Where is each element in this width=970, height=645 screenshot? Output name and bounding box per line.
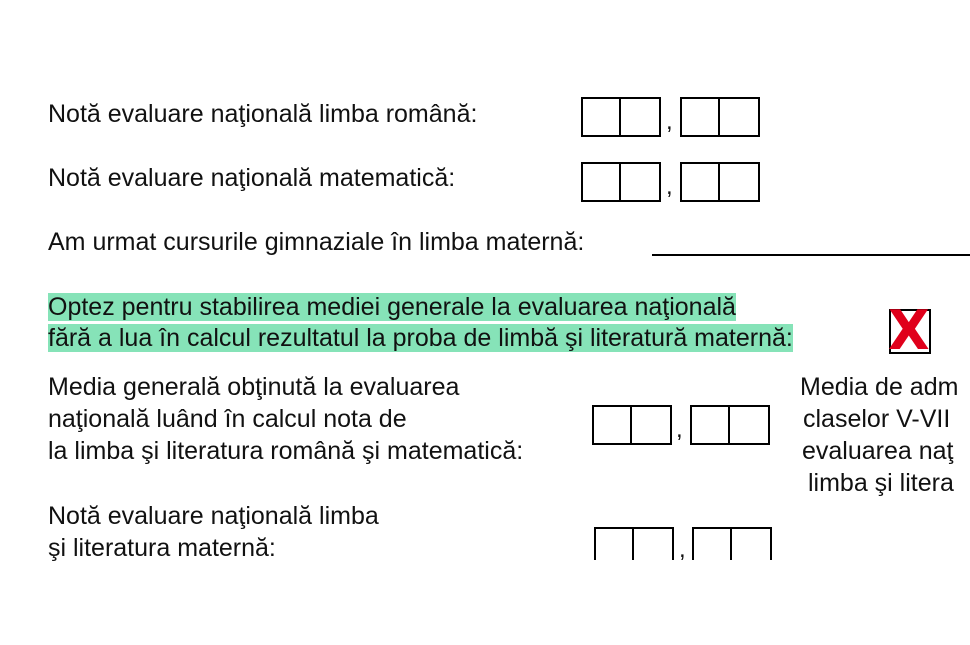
label-nota-romana: Notă evaluare naţională limba română: bbox=[48, 100, 478, 128]
optez-line-2: fără a lua în calcul rezultatul la proba de limbă şi literatură maternă: bbox=[48, 324, 793, 352]
nota-materna-integer-boxes[interactable] bbox=[594, 527, 674, 560]
nota-materna-line-1: Notă evaluare naţională limba bbox=[48, 502, 379, 530]
digit-box[interactable] bbox=[692, 527, 732, 560]
digit-box[interactable] bbox=[732, 527, 772, 560]
digit-box[interactable] bbox=[720, 97, 760, 137]
digit-box[interactable] bbox=[634, 527, 674, 560]
label-nota-matematica: Notă evaluare naţională matematică: bbox=[48, 164, 456, 192]
limba-materna-input-line[interactable] bbox=[652, 254, 970, 256]
decimal-comma: , bbox=[679, 536, 686, 563]
media-label-line-3: la limba şi literatura română şi matematică: bbox=[48, 437, 524, 465]
decimal-comma: , bbox=[666, 173, 673, 200]
media-admitere-line-3: evaluarea naţ bbox=[802, 437, 954, 465]
digit-box[interactable] bbox=[592, 405, 632, 445]
red-x-mark: X bbox=[888, 299, 930, 362]
grade-mate-decimal-boxes[interactable] bbox=[680, 162, 760, 202]
decimal-comma: , bbox=[676, 416, 683, 443]
grade-romana-decimal-boxes[interactable] bbox=[680, 97, 760, 137]
digit-box[interactable] bbox=[581, 162, 621, 202]
digit-box[interactable] bbox=[581, 97, 621, 137]
decimal-comma: , bbox=[666, 108, 673, 135]
media-decimal-boxes[interactable] bbox=[690, 405, 770, 445]
media-label-line-1: Media generală obţinută la evaluarea bbox=[48, 373, 460, 401]
digit-box[interactable] bbox=[594, 527, 634, 560]
media-label-line-2: naţională luând în calcul nota de bbox=[48, 405, 407, 433]
media-integer-boxes[interactable] bbox=[592, 405, 672, 445]
media-admitere-line-4: limba şi litera bbox=[808, 469, 954, 497]
digit-box[interactable] bbox=[632, 405, 672, 445]
media-admitere-line-1: Media de adm bbox=[800, 373, 959, 401]
media-admitere-line-2: claselor V-VII bbox=[803, 405, 951, 433]
digit-box[interactable] bbox=[730, 405, 770, 445]
digit-box[interactable] bbox=[680, 97, 720, 137]
optez-line-1: Optez pentru stabilirea mediei generale la evaluarea naţională bbox=[48, 293, 736, 321]
digit-box[interactable] bbox=[680, 162, 720, 202]
digit-box[interactable] bbox=[720, 162, 760, 202]
nota-materna-decimal-boxes[interactable] bbox=[692, 527, 772, 560]
grade-romana-integer-boxes[interactable] bbox=[581, 97, 661, 137]
digit-box[interactable] bbox=[690, 405, 730, 445]
grade-mate-integer-boxes[interactable] bbox=[581, 162, 661, 202]
digit-box[interactable] bbox=[621, 162, 661, 202]
digit-box[interactable] bbox=[621, 97, 661, 137]
nota-materna-line-2: şi literatura maternă: bbox=[48, 534, 276, 562]
label-limba-materna: Am urmat cursurile gimnaziale în limba maternă: bbox=[48, 228, 585, 256]
